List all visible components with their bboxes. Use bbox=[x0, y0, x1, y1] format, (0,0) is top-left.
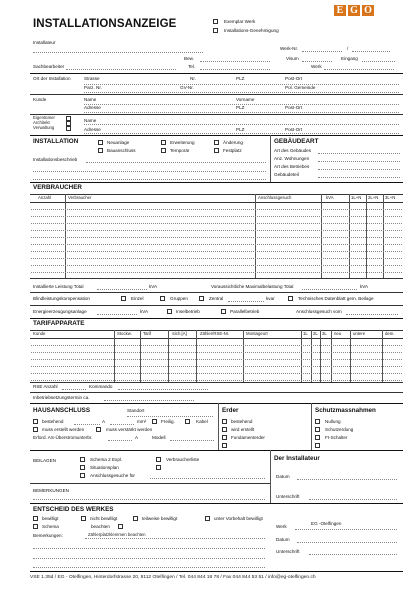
bew-line[interactable] bbox=[200, 61, 270, 62]
kvar-label: kvar bbox=[266, 296, 275, 301]
eigentuemer-name-label: Name bbox=[84, 118, 97, 123]
modell-label: Modell bbox=[152, 435, 166, 440]
divider bbox=[243, 330, 244, 382]
fundamenterder-label: Fundamenterder bbox=[231, 435, 265, 440]
nr-label: Nr. bbox=[190, 76, 196, 81]
tel-line[interactable] bbox=[200, 69, 270, 70]
anschlussgesuch-vom-line[interactable] bbox=[346, 314, 398, 315]
installateur-unterschrift-line[interactable] bbox=[309, 499, 397, 500]
wird-erstellt-checkbox[interactable] bbox=[222, 427, 227, 432]
tarif-col-1l: 1L bbox=[303, 331, 308, 336]
festplatz-label: Festplatz bbox=[223, 148, 242, 153]
ego-logo bbox=[334, 5, 374, 16]
tarif-col-montageort: Montageort bbox=[246, 331, 268, 336]
ampere-line[interactable] bbox=[74, 424, 100, 425]
anz-wohnungen-line[interactable] bbox=[318, 161, 400, 162]
aenderung-checkbox[interactable] bbox=[214, 140, 219, 145]
pol-gemeinde-label: Pol. Gemeinde bbox=[285, 85, 316, 90]
verbraucherliste-label: Verbraucherliste bbox=[166, 457, 200, 462]
festplatz-checkbox[interactable] bbox=[214, 148, 219, 153]
teilweise-label: teilweise bewilligt bbox=[142, 516, 178, 521]
muss-verstaerkt-label: muss verstärkt werden bbox=[106, 427, 153, 432]
standort-line[interactable] bbox=[127, 416, 213, 417]
beilagen-label: BEILAGEN bbox=[33, 458, 56, 463]
logo-letter-e: E bbox=[334, 5, 346, 16]
divider bbox=[30, 318, 403, 319]
divider bbox=[30, 338, 403, 339]
werk-nr-sep: / bbox=[347, 46, 349, 51]
nullung-checkbox[interactable] bbox=[315, 419, 320, 424]
bemerkungen-label: BEMERKUNGEN bbox=[33, 488, 69, 493]
installateur-datum-line[interactable] bbox=[297, 479, 397, 480]
verwaltung-checkbox[interactable] bbox=[66, 126, 71, 131]
table-row[interactable] bbox=[31, 230, 402, 231]
divider bbox=[382, 330, 383, 382]
erford-line[interactable] bbox=[108, 440, 132, 441]
kunde-plz-label: PLZ bbox=[236, 105, 245, 110]
divider bbox=[30, 483, 270, 484]
kunde-label: Kunde bbox=[33, 97, 47, 102]
table-row[interactable] bbox=[31, 251, 402, 252]
der-installateur-heading: Der Installateur bbox=[274, 455, 320, 462]
wird-erstellt-label: wird erstellt bbox=[231, 427, 255, 432]
eingang-line[interactable] bbox=[362, 61, 395, 62]
werk-nr-label: Werk-Nr. bbox=[280, 46, 299, 51]
max-belastung-line[interactable] bbox=[302, 289, 357, 290]
gruppen-label: Gruppen bbox=[170, 296, 188, 301]
divider bbox=[311, 330, 312, 382]
divider bbox=[350, 330, 351, 382]
divider bbox=[30, 392, 403, 393]
gebaeudeteil-line[interactable] bbox=[318, 177, 400, 178]
erder-other-checkbox[interactable] bbox=[222, 443, 227, 448]
beachten-checkbox[interactable] bbox=[118, 524, 123, 529]
bemerkungen-line[interactable] bbox=[33, 499, 265, 500]
schutz-other-checkbox[interactable] bbox=[315, 443, 320, 448]
eigentuemer-plz-label: PLZ bbox=[236, 127, 245, 132]
divider bbox=[320, 330, 321, 382]
divider bbox=[30, 305, 403, 306]
bemerkungen-werk-label: Bemerkungen: bbox=[33, 533, 63, 538]
eigentuemer-label: Eigentümer bbox=[33, 115, 55, 120]
max-belastung-label: Voraussichtliche Maximalbelastung Total bbox=[211, 284, 294, 289]
gebaeudeart-heading: GEBÄUDEART bbox=[274, 138, 319, 145]
werk-datum-label: Datum bbox=[276, 537, 290, 542]
werk-datum-line[interactable] bbox=[297, 542, 397, 543]
max-belastung-kva: kVA bbox=[360, 284, 369, 289]
installateur-unterschrift-label: Unterschrift bbox=[276, 494, 300, 499]
ampere-label: A bbox=[102, 419, 106, 424]
entscheid-heading: ENTSCHEID DES WERKES bbox=[33, 506, 114, 513]
modell-line[interactable] bbox=[170, 440, 214, 441]
location-line-2[interactable] bbox=[84, 92, 399, 93]
kommando-line[interactable] bbox=[118, 389, 208, 390]
art-betriebes-line[interactable] bbox=[318, 169, 400, 170]
hausanschluss-heading: HAUSANSCHLUSS bbox=[33, 407, 91, 414]
art-gebaeude-label: Art des Gebäudes bbox=[274, 148, 312, 153]
installateur-label: Installateur bbox=[33, 40, 56, 45]
art-betriebes-label: Art des Betriebes bbox=[274, 164, 310, 169]
werk-nr-line[interactable] bbox=[302, 51, 342, 52]
divider bbox=[218, 403, 219, 450]
parallelbetrieb-label: Parallelbetrieb bbox=[230, 309, 260, 314]
kunde-post-ort-label: Post-Ort bbox=[285, 105, 303, 110]
schema-checkbox[interactable] bbox=[33, 524, 38, 529]
werk-entscheid-value: EG -Otelfingen bbox=[311, 521, 342, 526]
footer-address: VSE 1.35d / EG - Otelfingen, Hinterdorfstrasse 20, 8112 Otelfingen / Tel. 044 844 18 78 / Fax 044 844 53 51 / info@eg-otelfingen.ch bbox=[30, 575, 316, 580]
total-installiert-kva: kVA bbox=[149, 284, 158, 289]
tarif-col-sich: Sich.[A] bbox=[172, 331, 187, 336]
tarif-col-tarif: Tarif bbox=[143, 331, 152, 336]
werk-unterschrift-label: Unterschrift bbox=[276, 549, 300, 554]
rse-anzahl-label: RSE Anzahl bbox=[33, 384, 58, 389]
table-row[interactable] bbox=[31, 366, 402, 367]
anschlussgesuch-vom-label: Anschlussgesuch vom bbox=[296, 309, 342, 314]
bemerkungen-werk-line-3[interactable] bbox=[33, 558, 265, 559]
table-row[interactable] bbox=[31, 237, 402, 238]
eigentuemer-line-1[interactable] bbox=[84, 124, 399, 125]
kvar-line[interactable] bbox=[228, 301, 264, 302]
tarifapparate-heading: TARIFAPPARATE bbox=[33, 320, 85, 327]
schutzerdung-checkbox[interactable] bbox=[315, 427, 320, 432]
situationsplan-label: Situationsplan bbox=[90, 465, 119, 470]
hausanschluss-bestehend-label: bestehend bbox=[42, 419, 64, 424]
neuanlage-label: Neuanlage bbox=[107, 140, 130, 145]
tel-label: Tel. bbox=[188, 64, 196, 69]
table-row[interactable] bbox=[31, 265, 402, 266]
bauanschluss-checkbox[interactable] bbox=[98, 148, 103, 153]
vorbehalt-label: unter Vorbehalt bewilligt bbox=[214, 516, 263, 521]
table-row[interactable] bbox=[31, 223, 402, 224]
mm2-label: mm² bbox=[137, 419, 147, 424]
divider bbox=[30, 450, 403, 451]
anschlussgesuche-line[interactable] bbox=[150, 478, 265, 479]
temporaer-label: Temporär bbox=[170, 148, 190, 153]
kabel-checkbox[interactable] bbox=[185, 419, 190, 424]
tarif-col-untere: untere bbox=[353, 331, 366, 336]
eigentuemer-checkbox[interactable] bbox=[66, 116, 71, 121]
art-gebaeude-line[interactable] bbox=[318, 153, 400, 154]
gruppen-checkbox[interactable] bbox=[160, 296, 165, 301]
strasse-label: Strasse bbox=[84, 76, 100, 81]
freilig-checkbox[interactable] bbox=[152, 419, 157, 424]
col-verbraucher: Verbraucher bbox=[68, 195, 92, 200]
table-row[interactable] bbox=[31, 359, 402, 360]
installation-heading: INSTALLATION bbox=[33, 138, 79, 145]
divider bbox=[30, 403, 403, 404]
nicht-bewilligt-label: nicht bewilligt bbox=[90, 516, 118, 521]
werk-label: Werk bbox=[311, 64, 322, 69]
vorbehalt-checkbox[interactable] bbox=[205, 516, 210, 521]
beilagen-other-checkbox[interactable] bbox=[156, 465, 161, 470]
tarif-col-3l: 3L bbox=[322, 331, 327, 336]
tarif-col-kunde: Kunde bbox=[33, 331, 46, 336]
werk-nr-line-2[interactable] bbox=[352, 51, 390, 52]
divider bbox=[331, 330, 332, 382]
divider bbox=[140, 330, 141, 382]
anschlussgesuche-checkbox[interactable] bbox=[80, 473, 85, 478]
standort-label: Standort bbox=[127, 408, 145, 413]
table-row[interactable] bbox=[31, 345, 402, 346]
installations-genehmigung-checkbox[interactable] bbox=[213, 28, 218, 33]
fi-schalter-label: FI-Schalter bbox=[325, 435, 348, 440]
divider bbox=[30, 182, 403, 183]
erford-label: Erford. AS-Überstromunterbr. bbox=[33, 435, 93, 440]
architekt-label: Architekt bbox=[33, 120, 50, 125]
sachbearbeiter-label: Sachbearbeiter bbox=[33, 64, 65, 69]
bewilligt-checkbox[interactable] bbox=[33, 516, 38, 521]
sachbearbeiter-line[interactable] bbox=[66, 69, 176, 70]
datenblatt-label: Technisches Datenblatt gem. Beilage bbox=[298, 296, 374, 301]
gebaeudeteil-label: Gebäudeteil bbox=[274, 172, 299, 177]
beschrieb-line-2[interactable] bbox=[33, 171, 266, 172]
einzel-checkbox[interactable] bbox=[121, 296, 126, 301]
eigentuemer-line-2[interactable] bbox=[84, 133, 399, 134]
installations-genehmigung-label: Installations-Genehmigung bbox=[224, 28, 279, 33]
kommando-label: Kommando bbox=[89, 384, 113, 389]
schema-2-label: Schema 2 Expl. bbox=[90, 457, 123, 462]
tarif-col-stockw: Stockw. bbox=[117, 331, 132, 336]
bemerkungen-werk-line-4[interactable] bbox=[33, 567, 265, 568]
parz-nr-label: Parz. Nr. bbox=[84, 85, 102, 90]
table-row[interactable] bbox=[31, 272, 402, 273]
divider bbox=[30, 202, 403, 203]
beschrieb-line-1[interactable] bbox=[86, 162, 266, 163]
divider bbox=[30, 382, 403, 383]
erder-bestehend-checkbox[interactable] bbox=[222, 419, 227, 424]
kunde-adresse-label: Adresse bbox=[84, 105, 101, 110]
kunde-line-2[interactable] bbox=[84, 112, 399, 113]
col-anschlussgesuch: Anschlussgesuch bbox=[258, 195, 292, 200]
bemerkungen-werk-line-1[interactable] bbox=[85, 538, 265, 539]
total-installiert-label: Installierte Leistung Total bbox=[33, 284, 84, 289]
schema-label: Schema bbox=[42, 524, 59, 529]
divider bbox=[30, 278, 403, 279]
divider bbox=[30, 135, 403, 136]
eingang-label: Eingang bbox=[341, 56, 358, 61]
table-row[interactable] bbox=[31, 352, 402, 353]
energie-label: Energieerzeugungsanlage bbox=[33, 309, 87, 314]
table-row[interactable] bbox=[31, 380, 402, 381]
tarif-col-zaehler: Zähler/RSE-Nr. bbox=[200, 331, 230, 336]
inbetriebsetzung-label: Inbetriebsetzungstermin ca. bbox=[33, 395, 90, 400]
beschrieb-line-3[interactable] bbox=[33, 179, 266, 180]
schema-2-checkbox[interactable] bbox=[80, 457, 85, 462]
bauanschluss-label: Bauanschluss bbox=[107, 148, 136, 153]
divider bbox=[311, 403, 312, 450]
kabel-label: Kabel bbox=[196, 419, 208, 424]
divider bbox=[270, 450, 271, 503]
installateur-datum-label: Datum bbox=[276, 474, 290, 479]
erweiterung-checkbox[interactable] bbox=[161, 140, 166, 145]
col-1ln: 1L+N bbox=[351, 195, 362, 200]
divider bbox=[30, 114, 403, 115]
verbraucher-heading: VERBRAUCHER bbox=[33, 184, 82, 191]
fundamenterder-checkbox[interactable] bbox=[222, 435, 227, 440]
post-ort-label: Post-Ort bbox=[285, 76, 303, 81]
total-installiert-line[interactable] bbox=[97, 289, 147, 290]
divider bbox=[30, 94, 403, 95]
muss-erstellt-label: muss erstellt werden bbox=[42, 427, 85, 432]
aenderung-label: Änderung bbox=[223, 140, 243, 145]
zentral-checkbox[interactable] bbox=[199, 296, 204, 301]
zaehler-note: Zählerplatzklemmen beachten bbox=[88, 532, 146, 537]
erweiterung-label: Erweiterung bbox=[170, 140, 195, 145]
gv-nr-label: GV-Nr. bbox=[180, 85, 194, 90]
tarif-col-neu: neu bbox=[334, 331, 342, 336]
rse-anzahl-line[interactable] bbox=[62, 389, 86, 390]
blindleistung-label: Blindleistungskompensation bbox=[33, 296, 90, 301]
divider bbox=[30, 571, 403, 572]
table-row[interactable] bbox=[31, 258, 402, 259]
eigentuemer-adresse-label: Adresse bbox=[84, 127, 101, 132]
kunde-name-label: Name bbox=[84, 97, 97, 102]
visum-label: Visum bbox=[286, 56, 299, 61]
visum-line[interactable] bbox=[302, 61, 332, 62]
verbraucherliste-checkbox[interactable] bbox=[156, 457, 161, 462]
fi-schalter-checkbox[interactable] bbox=[315, 435, 320, 440]
divider bbox=[168, 330, 169, 382]
divider bbox=[196, 330, 197, 382]
col-anzahl: Anzahl bbox=[38, 195, 52, 200]
nullung-label: Nullung bbox=[325, 419, 341, 424]
teilweise-checkbox[interactable] bbox=[133, 516, 138, 521]
anschlussgesuche-label: Anschlussgesuche für bbox=[90, 473, 135, 478]
table-row[interactable] bbox=[31, 244, 402, 245]
installationsbeschrieb-label: Installationsbeschrieb bbox=[33, 157, 78, 162]
table-row[interactable] bbox=[31, 209, 402, 210]
bewilligt-label: bewilligt bbox=[42, 516, 59, 521]
architekt-checkbox[interactable] bbox=[66, 121, 71, 126]
eigentuemer-post-ort-label: Post-Ort bbox=[285, 127, 303, 132]
divider bbox=[30, 503, 403, 504]
location-line-1[interactable] bbox=[84, 84, 399, 85]
hausanschluss-bestehend-checkbox[interactable] bbox=[33, 419, 38, 424]
col-kva: kVA bbox=[326, 195, 334, 200]
schutzerdung-label: Schutzerdung bbox=[325, 427, 354, 432]
logo-letter-g: G bbox=[348, 5, 360, 16]
werk-entscheid-label: Werk bbox=[276, 524, 287, 529]
beachten-label: beachten bbox=[91, 524, 110, 529]
plz-label: PLZ bbox=[236, 76, 245, 81]
anz-wohnungen-label: Anz. Wohnungen bbox=[274, 156, 310, 161]
einzel-label: Einzel bbox=[131, 296, 144, 301]
divider bbox=[114, 330, 115, 382]
table-row[interactable] bbox=[31, 373, 402, 374]
mm2-line[interactable] bbox=[110, 424, 134, 425]
page-title: INSTALLATIONSANZEIGE bbox=[33, 18, 177, 30]
bemerkungen-werk-line-2[interactable] bbox=[33, 548, 265, 549]
divider bbox=[301, 330, 302, 382]
werk-line[interactable] bbox=[324, 69, 394, 70]
exemplar-werk-checkbox[interactable] bbox=[213, 19, 218, 24]
verwaltung-label: Verwaltung bbox=[33, 125, 55, 130]
divider bbox=[270, 135, 271, 182]
tarif-col-2l: 2L bbox=[313, 331, 318, 336]
installateur-line[interactable] bbox=[33, 52, 203, 53]
muss-verstaerkt-checkbox[interactable] bbox=[96, 427, 101, 432]
exemplar-werk-label: Exemplar Werk bbox=[224, 19, 256, 24]
energie-kva: kVA bbox=[140, 309, 149, 314]
nicht-bewilligt-checkbox[interactable] bbox=[81, 516, 86, 521]
freilig-label: Freilig. bbox=[161, 419, 175, 424]
schutzmassnahmen-heading: Schutzmassnahmen bbox=[315, 407, 376, 414]
erder-bestehend-label: bestehend bbox=[231, 419, 253, 424]
inselbetrieb-checkbox[interactable] bbox=[167, 309, 172, 314]
energie-line[interactable] bbox=[97, 314, 137, 315]
neuanlage-checkbox[interactable] bbox=[98, 140, 103, 145]
tarif-col-dem: dem. bbox=[385, 331, 395, 336]
werk-entscheid-line[interactable] bbox=[295, 529, 397, 530]
werk-unterschrift-line[interactable] bbox=[309, 554, 397, 555]
datenblatt-checkbox[interactable] bbox=[288, 296, 293, 301]
col-2ln: 2L+N bbox=[368, 195, 379, 200]
divider bbox=[30, 73, 403, 74]
kunde-vorname-label: Vorname bbox=[236, 97, 255, 102]
inbetriebsetzung-line[interactable] bbox=[104, 400, 194, 401]
logo-letter-o: O bbox=[362, 5, 374, 16]
bew-label: Bew. bbox=[184, 56, 194, 61]
table-row[interactable] bbox=[31, 216, 402, 217]
erder-heading: Erder bbox=[222, 407, 239, 414]
ort-label: Ort der Installation bbox=[33, 76, 71, 81]
parallelbetrieb-checkbox[interactable] bbox=[221, 309, 226, 314]
zentral-label: Zentral bbox=[209, 296, 224, 301]
erford-ampere-label: A bbox=[135, 435, 139, 440]
divider bbox=[30, 292, 403, 293]
inselbetrieb-label: Inselbetrieb bbox=[176, 309, 200, 314]
temporaer-checkbox[interactable] bbox=[161, 148, 166, 153]
col-3ln: 3L+N bbox=[385, 195, 396, 200]
muss-erstellt-checkbox[interactable] bbox=[33, 427, 38, 432]
situationsplan-checkbox[interactable] bbox=[80, 465, 85, 470]
